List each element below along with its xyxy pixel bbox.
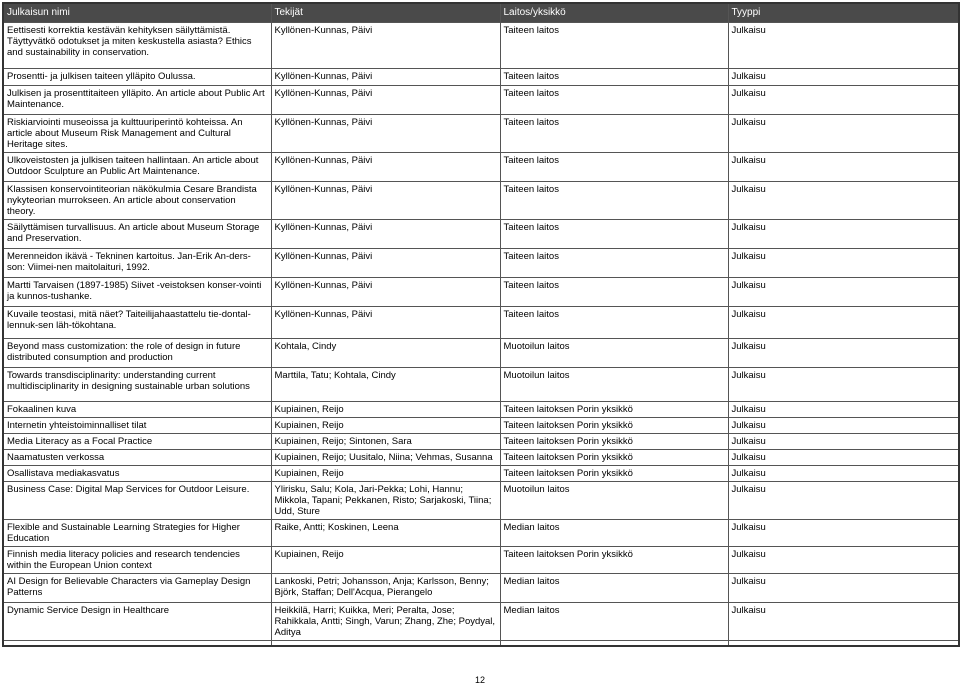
cell-title: Dynamic Service Design in Healthcare (3, 603, 271, 641)
cell-title: Business Case: Digital Map Services for Outdoor Leisure. (3, 482, 271, 520)
cell-unit: Taiteen laitoksen Porin yksikkö (500, 434, 728, 450)
table-row (3, 86, 959, 115)
cell-unit: Taiteen laitoksen Porin yksikkö (500, 402, 728, 418)
cell-title: AI Design for Believable Characters via Gameplay Design Patterns (3, 574, 271, 603)
cell-type: Julkaisu (728, 220, 959, 249)
cell-type: Julkaisu (728, 418, 959, 434)
cell-title: Beyond mass customization: the role of design in future distributed consumption and production (3, 339, 271, 368)
cell-authors: Kyllönen-Kunnas, Päivi (271, 23, 500, 69)
page-number: 12 (474, 675, 485, 685)
column-header-title: Julkaisun nimi (3, 3, 271, 23)
table-row (3, 307, 959, 339)
cell-authors: Raike, Antti; Koskinen, Leena (271, 520, 500, 547)
empty-cell (728, 641, 959, 647)
cell-unit: Muotoilun laitos (500, 339, 728, 368)
cell-type: Julkaisu (728, 402, 959, 418)
cell-authors: Kyllönen-Kunnas, Päivi (271, 153, 500, 182)
table-row (3, 466, 959, 482)
cell-type: Julkaisu (728, 368, 959, 402)
table-row (3, 603, 959, 641)
table-row (3, 69, 959, 86)
cell-type: Julkaisu (728, 339, 959, 368)
cell-title: Säilyttämisen turvallisuus. An article about Museum Storage and Preservation. (3, 220, 271, 249)
cell-unit: Muotoilun laitos (500, 482, 728, 520)
table-row (3, 434, 959, 450)
cell-authors: Kupiainen, Reijo (271, 466, 500, 482)
cell-unit: Taiteen laitos (500, 23, 728, 69)
cell-unit: Taiteen laitos (500, 115, 728, 153)
empty-cell (500, 641, 728, 647)
table-body (3, 23, 959, 647)
table-row (3, 520, 959, 547)
cell-title: Towards transdisciplinarity: understanding current multidisciplinarity in designing sustainable urban solutions (3, 368, 271, 402)
cell-unit: Muotoilun laitos (500, 368, 728, 402)
table-row (3, 418, 959, 434)
empty-cell (271, 641, 500, 647)
cell-type: Julkaisu (728, 450, 959, 466)
cell-unit: Taiteen laitoksen Porin yksikkö (500, 466, 728, 482)
cell-type: Julkaisu (728, 23, 959, 69)
cell-unit: Taiteen laitos (500, 86, 728, 115)
cell-title: Riskiarviointi museoissa ja kulttuuriperintö kohteissa. An article about Museum Risk Management and Cultural Heritage sites. (3, 115, 271, 153)
cell-authors: Marttila, Tatu; Kohtala, Cindy (271, 368, 500, 402)
table-row (3, 153, 959, 182)
cell-type: Julkaisu (728, 520, 959, 547)
cell-title: Julkisen ja prosenttitaiteen ylläpito. An article about Public Art Maintenance. (3, 86, 271, 115)
cell-authors: Kupiainen, Reijo (271, 418, 500, 434)
cell-type: Julkaisu (728, 69, 959, 86)
cell-title: Prosentti- ja julkisen taiteen ylläpito Oulussa. (3, 69, 271, 86)
table-row (3, 402, 959, 418)
cell-authors: Kupiainen, Reijo (271, 402, 500, 418)
table-row (3, 23, 959, 69)
cell-authors: Kupiainen, Reijo; Sintonen, Sara (271, 434, 500, 450)
empty-cell (3, 641, 271, 647)
cell-title: Klassisen konservointiteorian näkökulmia Cesare Brandista nykyteorian murrokseen. An article about conservation theory. (3, 182, 271, 220)
cell-title: Finnish media literacy policies and research tendencies within the European Union context (3, 547, 271, 574)
publications-table (2, 2, 960, 647)
table-row (3, 339, 959, 368)
cell-title: Merenneidon ikävä - Tekninen kartoitus. Jan-Erik An-ders-son: Viimei-nen maitolaituri, 1992. (3, 249, 271, 278)
cell-type: Julkaisu (728, 307, 959, 339)
cell-title: Martti Tarvaisen (1897-1985) Siivet -veistoksen konser-vointi ja kunnos-tushanke. (3, 278, 271, 307)
cell-type: Julkaisu (728, 434, 959, 450)
cell-unit: Taiteen laitos (500, 278, 728, 307)
cell-type: Julkaisu (728, 182, 959, 220)
empty-row (3, 641, 959, 647)
cell-authors: Kupiainen, Reijo; Uusitalo, Niina; Vehmas, Susanna (271, 450, 500, 466)
cell-type: Julkaisu (728, 603, 959, 641)
cell-unit: Taiteen laitos (500, 182, 728, 220)
cell-authors: Kyllönen-Kunnas, Päivi (271, 115, 500, 153)
header-row (3, 3, 959, 23)
cell-authors: Kupiainen, Reijo (271, 547, 500, 574)
cell-type: Julkaisu (728, 115, 959, 153)
cell-type: Julkaisu (728, 86, 959, 115)
cell-unit: Taiteen laitos (500, 69, 728, 86)
cell-authors: Lankoski, Petri; Johansson, Anja; Karlsson, Benny; Björk, Staffan; Dell'Acqua, Pierangelo (271, 574, 500, 603)
table-row (3, 574, 959, 603)
cell-unit: Taiteen laitoksen Porin yksikkö (500, 418, 728, 434)
cell-type: Julkaisu (728, 153, 959, 182)
column-header-authors: Tekijät (271, 3, 500, 23)
cell-title: Ulkoveistosten ja julkisen taiteen hallintaan. An article about Outdoor Sculpture an Public Art Maintenance. (3, 153, 271, 182)
cell-unit: Taiteen laitos (500, 307, 728, 339)
cell-title: Osallistava mediakasvatus (3, 466, 271, 482)
cell-title: Flexible and Sustainable Learning Strategies for Higher Education (3, 520, 271, 547)
cell-authors: Kyllönen-Kunnas, Päivi (271, 86, 500, 115)
cell-type: Julkaisu (728, 249, 959, 278)
table-row (3, 220, 959, 249)
cell-title: Kuvaile teostasi, mitä näet? Taiteilijahaastattelu tie-dontal-lennuk-sen läh-tökohtana. (3, 307, 271, 339)
cell-authors: Kyllönen-Kunnas, Päivi (271, 220, 500, 249)
cell-unit: Taiteen laitos (500, 220, 728, 249)
table-row (3, 249, 959, 278)
cell-unit: Taiteen laitos (500, 249, 728, 278)
cell-title: Internetin yhteistoiminnalliset tilat (3, 418, 271, 434)
cell-authors: Kyllönen-Kunnas, Päivi (271, 249, 500, 278)
cell-title: Fokaalinen kuva (3, 402, 271, 418)
cell-unit: Median laitos (500, 574, 728, 603)
cell-type: Julkaisu (728, 466, 959, 482)
cell-type: Julkaisu (728, 278, 959, 307)
table-row (3, 547, 959, 574)
table-row (3, 278, 959, 307)
table-row (3, 115, 959, 153)
cell-authors: Heikkilä, Harri; Kuikka, Meri; Peralta, Jose; Rahikkala, Antti; Singh, Varun; Zhang, Zhe; Poydyal, Aditya (271, 603, 500, 641)
cell-unit: Median laitos (500, 603, 728, 641)
cell-unit: Taiteen laitoksen Porin yksikkö (500, 450, 728, 466)
cell-unit: Taiteen laitos (500, 153, 728, 182)
cell-title: Naamatusten verkossa (3, 450, 271, 466)
column-header-type: Tyyppi (728, 3, 959, 23)
table-row (3, 450, 959, 466)
cell-type: Julkaisu (728, 482, 959, 520)
table-row (3, 368, 959, 402)
cell-type: Julkaisu (728, 547, 959, 574)
cell-unit: Taiteen laitoksen Porin yksikkö (500, 547, 728, 574)
cell-authors: Kyllönen-Kunnas, Päivi (271, 182, 500, 220)
cell-unit: Median laitos (500, 520, 728, 547)
table-row (3, 482, 959, 520)
cell-title: Media Literacy as a Focal Practice (3, 434, 271, 450)
cell-type: Julkaisu (728, 574, 959, 603)
cell-title: Eettisesti korrektia kestävän kehityksen säilyttämistä. Täyttyvätkö odotukset ja miten keskustella asiasta? Ethics and sustainability in conservation. (3, 23, 271, 69)
cell-authors: Kyllönen-Kunnas, Päivi (271, 69, 500, 86)
cell-authors: Kyllönen-Kunnas, Päivi (271, 307, 500, 339)
cell-authors: Kyllönen-Kunnas, Päivi (271, 278, 500, 307)
table-row (3, 182, 959, 220)
cell-authors: Ylirisku, Salu; Kola, Jari-Pekka; Lohi, Hannu; Mikkola, Tapani; Pekkanen, Risto; Sarjakoski, Tiina; Udd, Sture (271, 482, 500, 520)
cell-authors: Kohtala, Cindy (271, 339, 500, 368)
column-header-unit: Laitos/yksikkö (500, 3, 728, 23)
